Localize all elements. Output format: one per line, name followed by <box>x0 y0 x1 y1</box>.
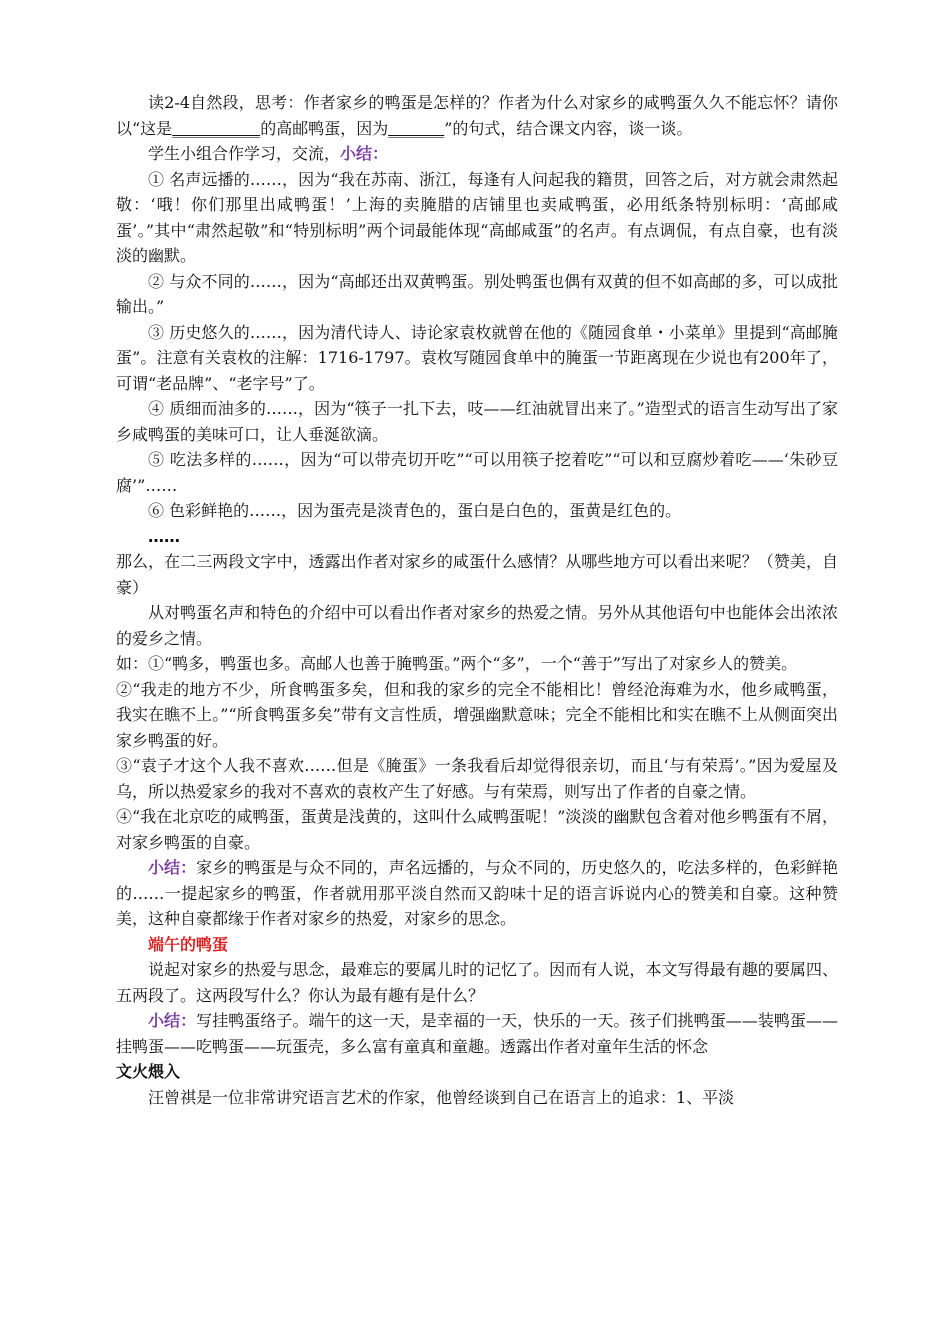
example-2: ②“我走的地方不少，所食鸭蛋多矣，但和我的家乡的完全不能相比！曾经沧海难为水，他乡咸鸭蛋，我实在瞧不上。”“所食鸭蛋多矣”带有文言性质，增强幽默意味；完全不能相比和实在瞧不上从侧面突出家乡鸭蛋的好。 <box>116 679 838 750</box>
summary-1-text: 家乡的鸭蛋是与众不同的，声名远播的，与众不同的，历史悠久的，吃法多样的，色彩鲜艳的……一提起家乡的鸭蛋，作者就用那平淡自然而又韵味十足的语言诉说内心的赞美和自豪。这种赞美，这种自豪都缘于作者对家乡的热爱，对家乡的思念。 <box>116 858 838 928</box>
last-paragraph: 汪曾祺是一位非常讲究语言艺术的作家，他曾经谈到自己在语言上的追求：1、平淡 <box>148 1087 735 1107</box>
point-3: ③ 历史悠久的……，因为清代诗人、诗论家袁枚就曾在他的《随园食单・小菜单》里提到“高邮腌蛋”。注意有关袁枚的注解：1716-1797。袁枚写随园食单中的腌蛋一节距离现在少说也有200年了，可谓“老品牌”、“老字号”了。 <box>116 322 838 393</box>
point-5: ⑤ 吃法多样的……，因为“可以带壳切开吃”“可以用筷子挖着吃”“可以和豆腐炒着吃——‘朱砂豆腐’”…… <box>116 450 838 495</box>
fill-blank-1: ___________ <box>172 118 261 138</box>
intro-text-b: 的高邮鸭蛋，因为 <box>260 118 389 138</box>
intro-question <box>116 90 838 141</box>
analysis-paragraph: 从对鸭蛋名声和特色的介绍中可以看出作者对家乡的热爱之情。另外从其他语句中也能体会出浓浓的爱乡之情。 <box>116 603 838 648</box>
question-2: 那么，在二三两段文字中，透露出作者对家乡的咸蛋什么感情？从哪些地方可以看出来呢？（赞美，自豪） <box>116 552 838 597</box>
point-2: ② 与众不同的……，因为“高邮还出双黄鸭蛋。别处鸭蛋也偶有双黄的但不如高邮的多，可以成批输出。” <box>116 271 838 316</box>
section-heading: 端午的鸭蛋 <box>148 934 229 954</box>
intro-text-c: ”的句式，结合课文内容，谈一谈。 <box>444 118 693 138</box>
summary-label: 小结： <box>340 144 389 163</box>
heading-2: 文火煨入 <box>116 1062 181 1081</box>
ellipsis: …… <box>148 526 180 546</box>
example-1: 如：①“鸭多，鸭蛋也多。高邮人也善于腌鸭蛋。”两个“多”，一个“善于”写出了对家乡人的赞美。 <box>116 654 798 673</box>
section-paragraph: 说起对家乡的热爱与思念，最难忘的要属儿时的记忆了。因而有人说，本文写得最有趣的要属四、五两段了。这两段写什么？你认为最有趣有是什么？ <box>116 960 838 1005</box>
summary-2 <box>116 1008 838 1059</box>
example-3: ③“袁子才这个人我不喜欢……但是《腌蛋》一条我看后却觉得很亲切，而且‘与有荣焉’。”因为爱屋及乌，所以热爱家乡的我对不喜欢的袁枚产生了好感。与有荣焉，则写出了作者的自豪之情。 <box>116 756 838 801</box>
summary-2-label: 小结： <box>148 1011 197 1030</box>
example-4: ④“我在北京吃的咸鸭蛋，蛋黄是浅黄的，这叫什么咸鸭蛋呢！”淡淡的幽默包含着对他乡鸭蛋有不屑，对家乡鸭蛋的自豪。 <box>116 807 838 852</box>
point-4: ④ 质细而油多的……，因为“筷子一扎下去，吱——红油就冒出来了。”造型式的语言生动写出了家乡咸鸭蛋的美味可口，让人垂涎欲滴。 <box>116 399 838 444</box>
point-6: ⑥ 色彩鲜艳的……，因为蛋壳是淡青色的，蛋白是白色的，蛋黄是红色的。 <box>148 501 682 520</box>
fill-blank-2: _______ <box>388 118 445 138</box>
summary-1-label: 小结： <box>148 858 197 877</box>
summary-1 <box>116 855 838 932</box>
group-discussion <box>116 141 838 167</box>
intro-text-a: 读2-4自然段，思考：作者家乡的鸭蛋是怎样的？作者为什么对家乡的咸鸭蛋久久不能忘怀？请你以“这是 <box>116 93 838 138</box>
summary-2-text: 写挂鸭蛋络子。端午的这一天，是幸福的一天，快乐的一天。孩子们挑鸭蛋——装鸭蛋——挂鸭蛋——吃鸭蛋——玩蛋壳，多么富有童真和童趣。透露出作者对童年生活的怀念 <box>116 1011 838 1056</box>
document-body <box>116 90 838 1110</box>
group-text: 学生小组合作学习，交流， <box>148 144 341 163</box>
point-1: ① 名声远播的……，因为“我在苏南、浙江，每逢有人问起我的籍贯，回答之后，对方就会肃然起敬：‘哦！你们那里出咸鸭蛋！’上海的卖腌腊的店铺里也卖咸鸭蛋，必用纸条特别标明：‘高邮咸蛋’。”其中“肃然起敬”和“特别标明”两个词最能体现“高邮咸蛋”的名声。有点调侃，有点自豪，也有淡淡的幽默。 <box>116 169 838 265</box>
